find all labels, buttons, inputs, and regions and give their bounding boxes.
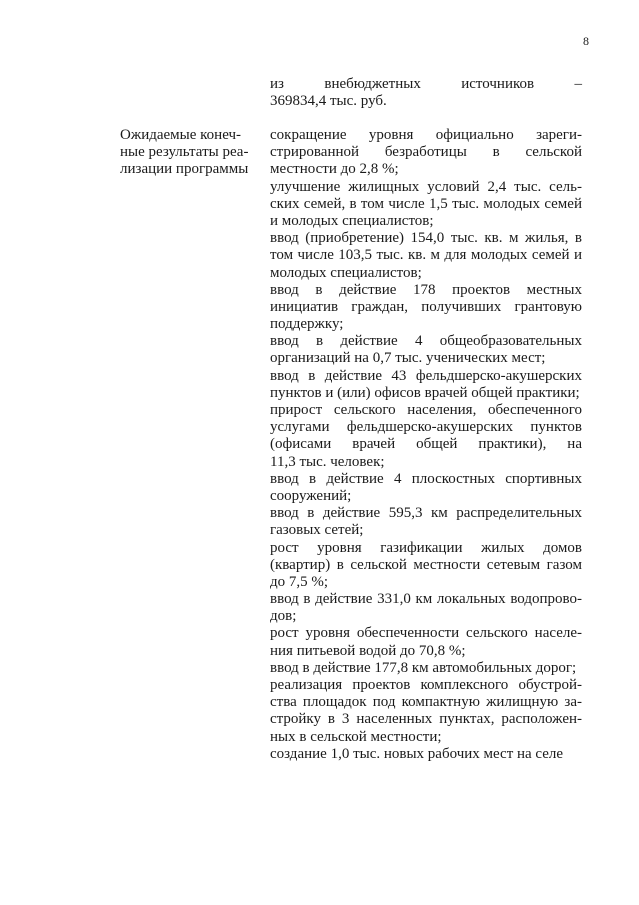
- label-line: Ожидаемые конеч-: [120, 127, 242, 143]
- funding-line: из внебюджетных источников –: [270, 76, 582, 92]
- result-line: том числе 103,5 тыс. кв. м для молодых семей и: [270, 247, 582, 264]
- label-line: лизации программы: [120, 161, 249, 178]
- result-line: стройку в 3 населенных пунктах, расположен-: [270, 711, 582, 728]
- result-line: организаций на 0,7 тыс. ученических мест;: [270, 350, 546, 367]
- result-line: реализация проектов комплексного обустрой-: [270, 677, 582, 693]
- result-line: местности до 2,8 %;: [270, 161, 399, 178]
- result-line: газовых сетей;: [270, 522, 364, 539]
- result-line: инициатив граждан, получивших грантовую: [270, 298, 582, 315]
- result-line: ввод в действие 4 плоскостных спортивных: [270, 470, 582, 487]
- section-label: [120, 127, 249, 179]
- result-line: ных в сельской местности;: [270, 728, 442, 745]
- result-line: ввод в действие 4 общеобразовательных: [270, 333, 582, 350]
- funding-line: 369834,4 тыс. руб.: [270, 93, 387, 110]
- result-line: ских семей, в том числе 1,5 тыс. молодых семей: [270, 195, 582, 212]
- result-line: прирост сельского населения, обеспеченного: [270, 402, 582, 418]
- result-line: пунктов и (или) офисов врачей общей практики;: [270, 384, 580, 401]
- result-line: улучшение жилищных условий 2,4 тыс. сель-: [270, 178, 582, 195]
- result-line: создание 1,0 тыс. новых рабочих мест на селе: [270, 745, 564, 762]
- result-line: рост уровня газификации жилых домов: [270, 539, 582, 556]
- result-line: 11,3 тыс. человек;: [270, 453, 385, 470]
- result-line: ввод в действие 43 фельдшерско-акушерских: [270, 367, 582, 384]
- funding-text: [270, 76, 582, 110]
- result-line: сооружений;: [270, 487, 352, 504]
- result-line: ввод в действие 595,3 км распределительных: [270, 505, 582, 522]
- label-line: ные результаты реа-: [120, 144, 249, 161]
- result-line: ввод в действие 331,0 км локальных водопрово-: [270, 591, 582, 608]
- expected-results-list: [270, 127, 582, 763]
- result-line: до 7,5 %;: [270, 573, 329, 590]
- result-line: рост уровня обеспеченности сельского населе-: [270, 625, 582, 642]
- page-number: 8: [583, 34, 589, 48]
- result-line: ния питьевой водой до 70,8 %;: [270, 642, 466, 659]
- result-line: услугами фельдшерско-акушерских пунктов: [270, 419, 582, 436]
- result-line: (квартир) в сельской местности сетевым газом: [270, 556, 582, 573]
- result-line: (офисами врачей общей практики), на: [270, 436, 582, 453]
- result-line: ввод (приобретение) 154,0 тыс. кв. м жилья, в: [270, 230, 582, 247]
- result-line: сокращение уровня официально зареги-: [270, 127, 582, 143]
- result-line: ввод в действие 177,8 км автомобильных дорог;: [270, 659, 577, 676]
- result-line: ввод в действие 178 проектов местных: [270, 281, 582, 298]
- result-line: молодых специалистов;: [270, 264, 422, 281]
- result-line: и молодых специалистов;: [270, 212, 434, 229]
- result-line: ства площадок под компактную жилищную за-: [270, 694, 582, 711]
- result-line: дов;: [270, 608, 297, 625]
- result-line: стрированной безработицы в сельской: [270, 144, 582, 161]
- result-line: поддержку;: [270, 316, 344, 333]
